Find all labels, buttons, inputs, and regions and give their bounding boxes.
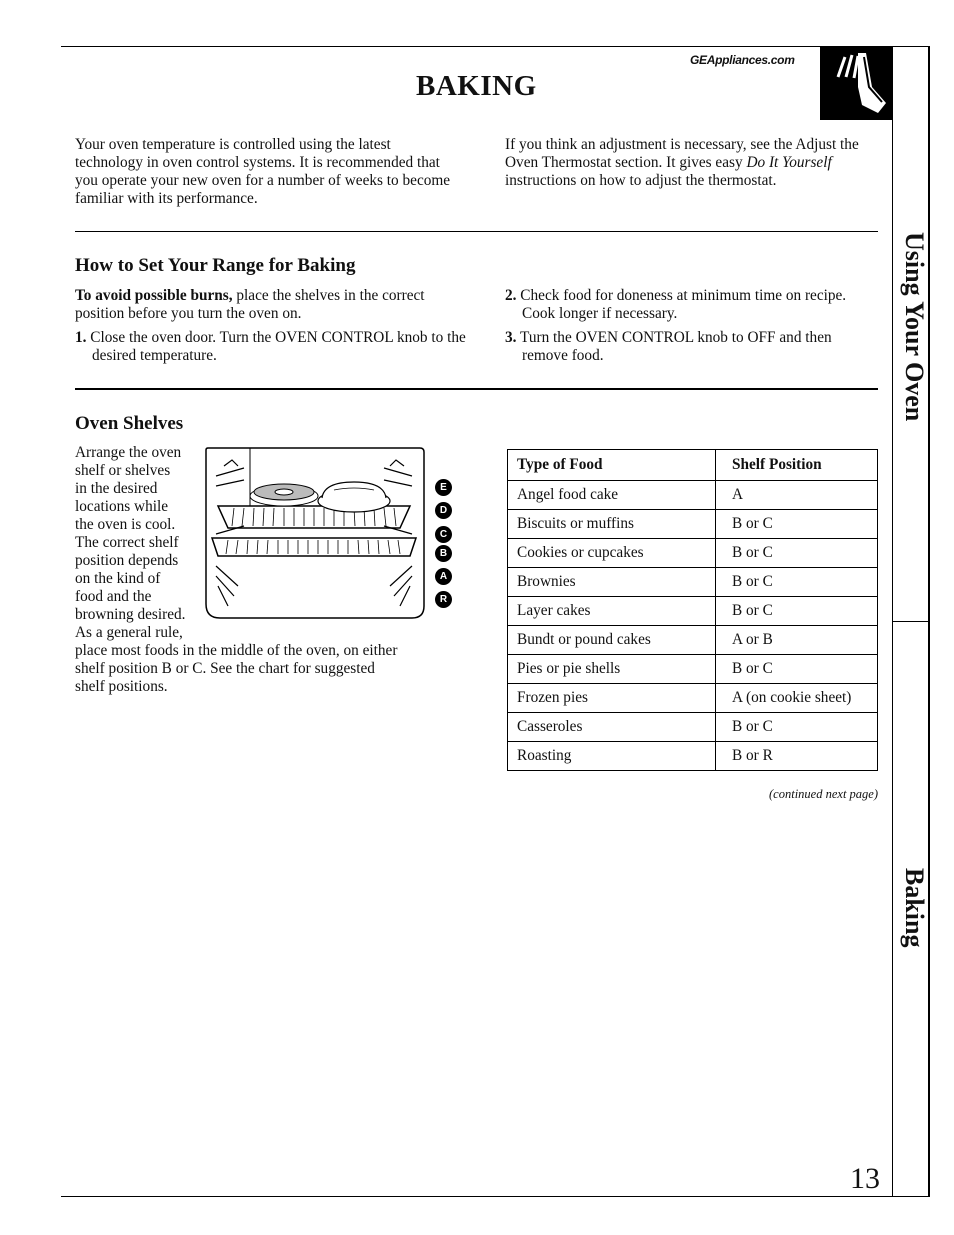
oven-shelves-text: Arrange the oven shelf or shelves in the desired locations while the oven is cool. The correct shelf position depends on the kind of food and the browning desired. As a general rule, place most foods in the middle of the oven, on either shelf position B or C. See the chart for suggested shelf positions. bbox=[75, 444, 398, 695]
intro-left: Your oven temperature is controlled using the latest technology in oven control systems. It is recommended that you operate your new oven for a number of weeks to become familiar with its performance. bbox=[75, 136, 451, 207]
side-tab-topic: Baking bbox=[900, 868, 929, 948]
tab-divider bbox=[892, 621, 929, 622]
table-row bbox=[508, 510, 878, 539]
top-rule bbox=[61, 46, 929, 47]
intro-right: If you think an adjustment is necessary, see the Adjust the Oven Thermostat section. It gives easy Do It Yourself instructions on how to adjust the thermostat. bbox=[505, 136, 859, 189]
table-row bbox=[508, 481, 878, 510]
oven-shelves-heading: Oven Shelves bbox=[75, 413, 184, 434]
warning-text: To avoid possible burns, place the shelves in the correct position before you turn the oven on. bbox=[75, 287, 425, 322]
table-row bbox=[508, 568, 878, 597]
shelf-label-r: R bbox=[435, 591, 452, 608]
table-cell-position: B or C bbox=[716, 655, 878, 684]
table-cell-position: B or C bbox=[716, 539, 878, 568]
table-cell-food: Casseroles bbox=[508, 713, 716, 742]
table-cell-food: Brownies bbox=[508, 568, 716, 597]
step-1: 1. Close the oven door. Turn the OVEN CONTROL knob to the desired temperature. bbox=[75, 329, 466, 364]
table-row bbox=[508, 684, 878, 713]
table-cell-position: B or C bbox=[716, 597, 878, 626]
table-row bbox=[508, 626, 878, 655]
oven-shelf-illustration bbox=[204, 446, 428, 622]
shelf-position-table bbox=[507, 449, 878, 771]
table-cell-food: Biscuits or muffins bbox=[508, 510, 716, 539]
table-row bbox=[508, 597, 878, 626]
table-cell-food: Pies or pie shells bbox=[508, 655, 716, 684]
table-cell-food: Layer cakes bbox=[508, 597, 716, 626]
table-cell-position: A bbox=[716, 481, 878, 510]
table-row bbox=[508, 655, 878, 684]
shelf-label-e: E bbox=[435, 479, 452, 496]
table-header-food: Type of Food bbox=[508, 450, 716, 481]
shelf-label-c: C bbox=[435, 526, 452, 543]
table-cell-position: B or C bbox=[716, 510, 878, 539]
table-cell-position: A (on cookie sheet) bbox=[716, 684, 878, 713]
table-cell-position: B or C bbox=[716, 713, 878, 742]
table-header-row bbox=[508, 450, 878, 481]
table-cell-food: Roasting bbox=[508, 742, 716, 771]
hand-logo-icon bbox=[820, 47, 893, 120]
shelf-label-a: A bbox=[435, 568, 452, 585]
step-2: 2. Check food for doneness at minimum time on recipe. Cook longer if necessary. bbox=[505, 287, 847, 322]
continued-note: (continued next page) bbox=[769, 787, 878, 801]
how-to-heading: How to Set Your Range for Baking bbox=[75, 255, 356, 276]
table-cell-food: Angel food cake bbox=[508, 481, 716, 510]
table-header-position: Shelf Position bbox=[716, 450, 878, 481]
shelf-label-b: B bbox=[435, 545, 452, 562]
table-cell-food: Cookies or cupcakes bbox=[508, 539, 716, 568]
table-cell-food: Bundt or pound cakes bbox=[508, 626, 716, 655]
table-row bbox=[508, 539, 878, 568]
table-row bbox=[508, 713, 878, 742]
table-cell-position: B or R bbox=[716, 742, 878, 771]
table-cell-food: Frozen pies bbox=[508, 684, 716, 713]
side-tab-section: Using Your Oven bbox=[900, 232, 929, 422]
table-row bbox=[508, 742, 878, 771]
page-title: BAKING bbox=[416, 70, 537, 102]
table-cell-position: A or B bbox=[716, 626, 878, 655]
step-3: 3. Turn the OVEN CONTROL knob to OFF and then remove food. bbox=[505, 329, 832, 364]
divider-2 bbox=[75, 388, 878, 390]
site-url: GEAppliances.com bbox=[690, 53, 795, 67]
table-cell-position: B or C bbox=[716, 568, 878, 597]
shelf-label-d: D bbox=[435, 502, 452, 519]
divider-1 bbox=[75, 231, 878, 232]
page-number: 13 bbox=[850, 1162, 880, 1195]
bottom-rule bbox=[61, 1196, 929, 1197]
